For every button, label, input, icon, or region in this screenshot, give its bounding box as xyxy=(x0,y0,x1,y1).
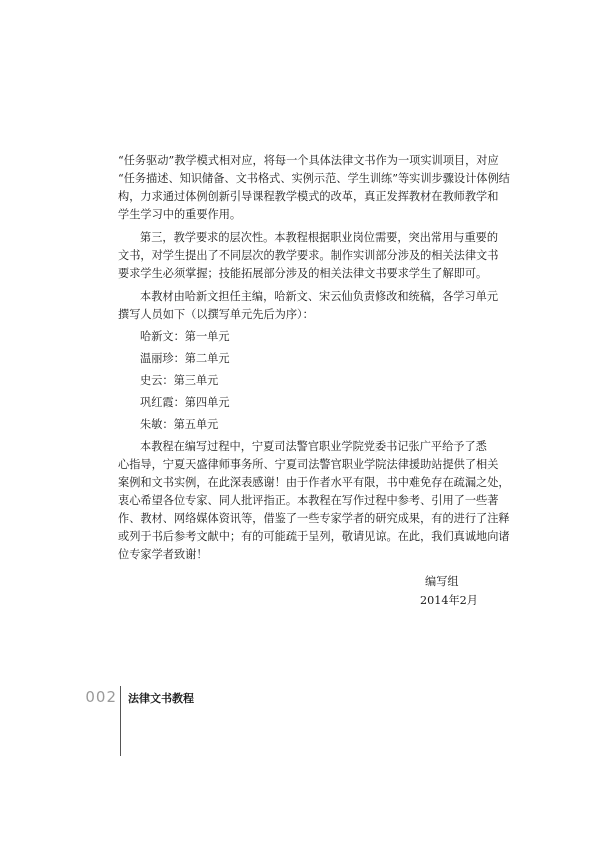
signature: 编写组 xyxy=(425,575,459,588)
paragraph-line: 衷心希望各位专家、同人批评指正。本教程在写作过程中参考、引用了一些著 xyxy=(118,494,499,507)
paragraph-line: 本教程在编写过程中，宁夏司法警官职业学院党委书记张广平给予了悉 xyxy=(140,440,487,453)
footer-divider xyxy=(120,686,121,756)
paragraph-line: 案例和文书实例，在此深表感谢！由于作者水平有限，书中难免存在疏漏之处， xyxy=(118,476,510,489)
paragraph-line: 第三，教学要求的层次性。本教程根据职业岗位需要，突出常用与重要的 xyxy=(140,231,499,244)
date: 2014年2月 xyxy=(420,594,478,607)
paragraph-line: 文书，对学生提出了不同层次的教学要求。制作实训部分涉及的相关法律文书 xyxy=(118,249,499,262)
paragraph-line: 本教材由哈新文担任主编，哈新文、宋云仙负责修改和统稿，各学习单元 xyxy=(140,290,499,303)
book-title: 法律文书教程 xyxy=(128,692,194,705)
paragraph-line: 要求学生必须掌握；技能拓展部分涉及的相关法律文书要求学生了解即可。 xyxy=(118,267,488,280)
paragraph-line: 位专家学者致谢！ xyxy=(118,548,208,561)
paragraph-line: 或列于书后参考文献中；有的可能疏于呈列，敬请见谅。在此，我们真诚地向诸 xyxy=(118,530,510,543)
author-line: 哈新文：第一单元 xyxy=(140,330,230,343)
paragraph-line: 作、教材、网络媒体资讯等，借鉴了一些专家学者的研究成果，有的进行了注释 xyxy=(118,512,510,525)
paragraph-line: “任务描述、知识储备、文书格式、实例示范、学生训练”等实训步骤设计体例结 xyxy=(118,172,510,185)
author-line: 巩红霞：第四单元 xyxy=(140,396,230,409)
page-number: 002 xyxy=(85,688,117,706)
paragraph-line: 心指导，宁夏天盛律师事务所、宁夏司法警官职业学院法律援助站提供了相关 xyxy=(118,458,499,471)
author-line: 史云：第三单元 xyxy=(140,374,219,387)
paragraph-line: 学生学习中的重要作用。 xyxy=(118,208,242,221)
paragraph-line: 构，力求通过体例创新引导课程教学模式的改革，真正发挥教材在教师教学和 xyxy=(118,190,499,203)
author-line: 朱敏：第五单元 xyxy=(140,418,219,431)
paragraph-line: 撰写人员如下（以撰写单元先后为序）： xyxy=(118,308,314,321)
author-line: 温丽珍：第二单元 xyxy=(140,352,230,365)
paragraph-line: “任务驱动”教学模式相对应，将每一个具体法律文书作为一项实训项目，对应 xyxy=(118,154,499,167)
